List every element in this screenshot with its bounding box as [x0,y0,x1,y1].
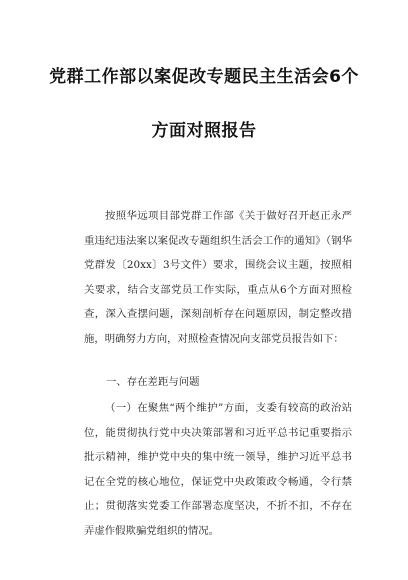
document-title-line-2: 方面对照报告 [151,121,257,141]
section-paragraph: （一）在聚焦“两个维护”方面，支委有较高的政治站位，能贯彻执行党中央决策部署和习近平总书记重要指示批示精神，维护党中央的集中统一领导，维护习近平总书记在全党的核心地位，保证党中央政策政令畅通，令行禁止；贯彻落实党委工作部署态度坚决，不折不扣，不存在弄虚作假欺骗党组织的情况。 [84,402,352,537]
intro-paragraph: 按照华远项目部党群工作部《关于做好召开赵正永严重违纪违法案以案促改专题组织生活会工作的通知》（钢华党群发〔20xx〕3号文件）要求，围绕会议主题，按照相关要求，结合支部党员工作实际，重点从6个方面对照检查，深入查摆问题，深刻剖析存在问题原因，制定整改措施，明确努力方向，对照检查情况向支部党员报告如下： [84,210,352,345]
section-heading: 一、存在差距与问题 [106,376,200,388]
document-title-line-1: 党群工作部以案促改专题民主生活会6个 [49,67,359,87]
